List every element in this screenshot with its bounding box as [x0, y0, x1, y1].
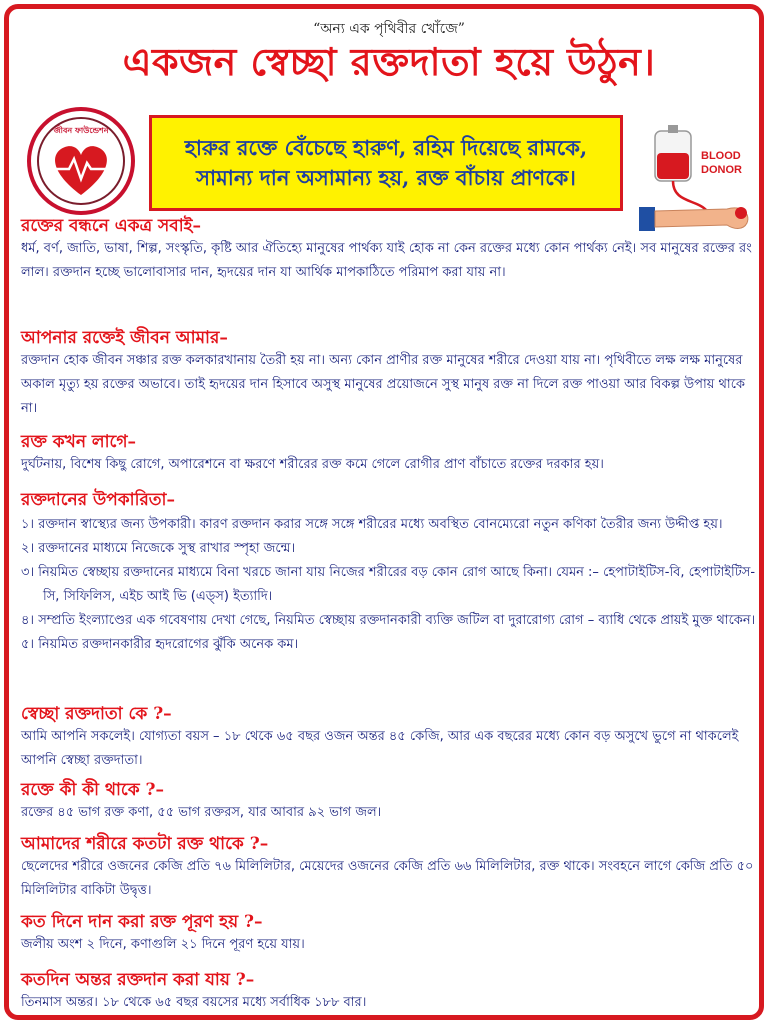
- list-item: ৪। সম্প্রতি ইংল্যাণ্ডের এক গবেষণায় দেখা গেছে, নিয়মিত স্বেচ্ছায় রক্তদানকারী ব্যক্তি জটিল বা দুরারোগ্য রোগ – ব্যাধি থেকে প্রায়ই মুক্ত থাকেন।: [21, 613, 756, 628]
- arm-icon: [655, 208, 748, 229]
- section-title-7: আমাদের শরীরে কতটা রক্ত থাকে ?–: [21, 834, 269, 854]
- section-title-9: কতদিন অন্তর রক্তদান করা যায় ?–: [21, 970, 255, 990]
- section-text-8: জলীয় অংশ ২ দিনে, কণাগুলি ২১ দিনে পূরণ হয়ে যায়।: [21, 937, 305, 952]
- list-item: ২। রক্তদানের মাধ্যমে নিজেকে সুস্থ রাখার স্পৃহা জন্মে।: [21, 541, 296, 556]
- headline: একজন স্বেচ্ছা রক্তদাতা হয়ে উঠুন।: [122, 39, 656, 84]
- banner-line-2: সামান্য দান অসামান্য হয়, রক্ত বাঁচায় প্রাণকে।: [196, 165, 576, 190]
- section-title-4: রক্তদানের উপকারিতা–: [21, 490, 175, 510]
- tagline: “অন্য এক পৃথিবীর খোঁজে”: [313, 21, 465, 37]
- section-title-8: কত দিনে দান করা রক্ত পূরণ হয় ?–: [21, 912, 263, 932]
- bag-label-1: BLOOD: [701, 150, 741, 162]
- section-text-1: ধর্ম, বর্ণ, জাতি, ভাষা, শিল্প, সংস্কৃতি, কৃষ্টি আর ঐতিহ্যে মানুষের পার্থক্য যাই হোক না কেন রক্তের মধ্যে কোন পার্থক্য নেই। সব মানুষের রক্তের রং লাল। রক্তদান হচ্ছে ভালোবাসার দান, হৃদয়ের দান যা আর্থিক মাপকাঠিতে পরিমাপ করা যায় না।: [21, 241, 752, 280]
- benefits-list: [21, 513, 757, 657]
- sleeve: [639, 207, 655, 231]
- section-text-9: তিনমাস অন্তর। ১৮ থেকে ৬৫ বছর বয়সের মধ্যে সর্বাধিক ১৮৮ বার।: [21, 995, 367, 1010]
- section-text-5: আমি আপনি সকলেই। যোগ্যতা বয়স – ১৮ থেকে ৬৫ বছর ওজন অন্তর ৪৫ কেজি, আর এক বছরের মধ্যে কোন বড় অসুখে ভুগে না থাকলেই আপনি স্বেচ্ছা রক্তদাতা।: [21, 729, 739, 768]
- poster-frame: [4, 4, 764, 1020]
- banner-line-1: হারুর রক্তে বেঁচেছে হারুণ, রহিম দিয়েছে রামকে,: [184, 134, 588, 160]
- foundation-logo: [27, 107, 135, 215]
- logo-name: জীবন ফাউন্ডেশন: [53, 126, 109, 135]
- section-text-6: রক্তের ৪৫ ভাগ রক্ত কণা, ৫৫ ভাগ রক্তরস, যার আবার ৯২ ভাগ জল।: [21, 805, 382, 820]
- section-title-2: আপনার রক্তেই জীবন আমার–: [21, 328, 228, 348]
- bag-label-2: DONOR: [701, 164, 742, 176]
- section-title-6: রক্তে কী কী থাকে ?–: [21, 780, 165, 800]
- section-title-5: স্বেচ্ছা রক্তদাতা কে ?–: [21, 704, 172, 724]
- section-title-3: রক্ত কখন লাগে–: [21, 432, 136, 452]
- section-text-7: ছেলেদের শরীরে ওজনের কেজি প্রতি ৭৬ মিলিলিটার, মেয়েদের ওজনের কেজি প্রতি ৬৬ মিলিলিটার, রক্ত থাকে। সংবহনে লাগে কেজি প্রতি ৫০ মিলিলিটার বাকিটা উদ্বৃত্ত।: [21, 859, 754, 898]
- blood-donor-icon: [637, 125, 757, 237]
- slogan-banner: [149, 115, 623, 211]
- section-text-3: দুর্ঘটনায়, বিশেষ কিছু রোগে, অপারেশনে বা ক্ষরণে শরীরের রক্ত কমে গেলে রোগীর প্রাণ বাঁচাতে রক্তের দরকার হয়।: [21, 457, 604, 472]
- list-item: ১। রক্তদান স্বাস্থ্যের জন্য উপকারী। কারণ রক্তদান করার সঙ্গে সঙ্গে শরীরের মধ্যে অবস্থিত বোনম্যেরো নতুন কণিকা তৈরীর জন্য উদ্দীপ্ত হয়।: [21, 517, 723, 532]
- list-item: ৩। নিয়মিত স্বেচ্ছায় রক্তদানের মাধ্যমে বিনা খরচে জানা যায় নিজের শরীরের বড় কোন রোগ আছে কিনা। যেমন :– হেপাটাইটিস-বি, হেপাটাইটিস-সি, সিফিলিস, এইচ আই ভি (এড্স) ইত্যাদি।: [21, 565, 756, 604]
- section-title-1: রক্তের বন্ধনে একত্র সবাই–: [21, 216, 201, 236]
- list-item: ৫। নিয়মিত রক্তদানকারীর হৃদরোগের ঝুঁকি অনেক কম।: [21, 637, 299, 652]
- section-text-2: রক্তদান হোক জীবন সঞ্চার রক্ত কলকারখানায় তৈরী হয় না। অন্য কোন প্রাণীর রক্ত মানুষের শরীরে দেওয়া যায় না। পৃথিবীতে লক্ষ লক্ষ মানুষের অকাল মৃত্যু হয় রক্তের অভাবে। তাই হৃদয়ের দান হিসাবে অসুস্থ মানুষের প্রয়োজনে সুস্থ মানুষ রক্ত না দিলে রক্ত পাওয়া আর বিকল্প উপায় থাকে না।: [21, 353, 746, 416]
